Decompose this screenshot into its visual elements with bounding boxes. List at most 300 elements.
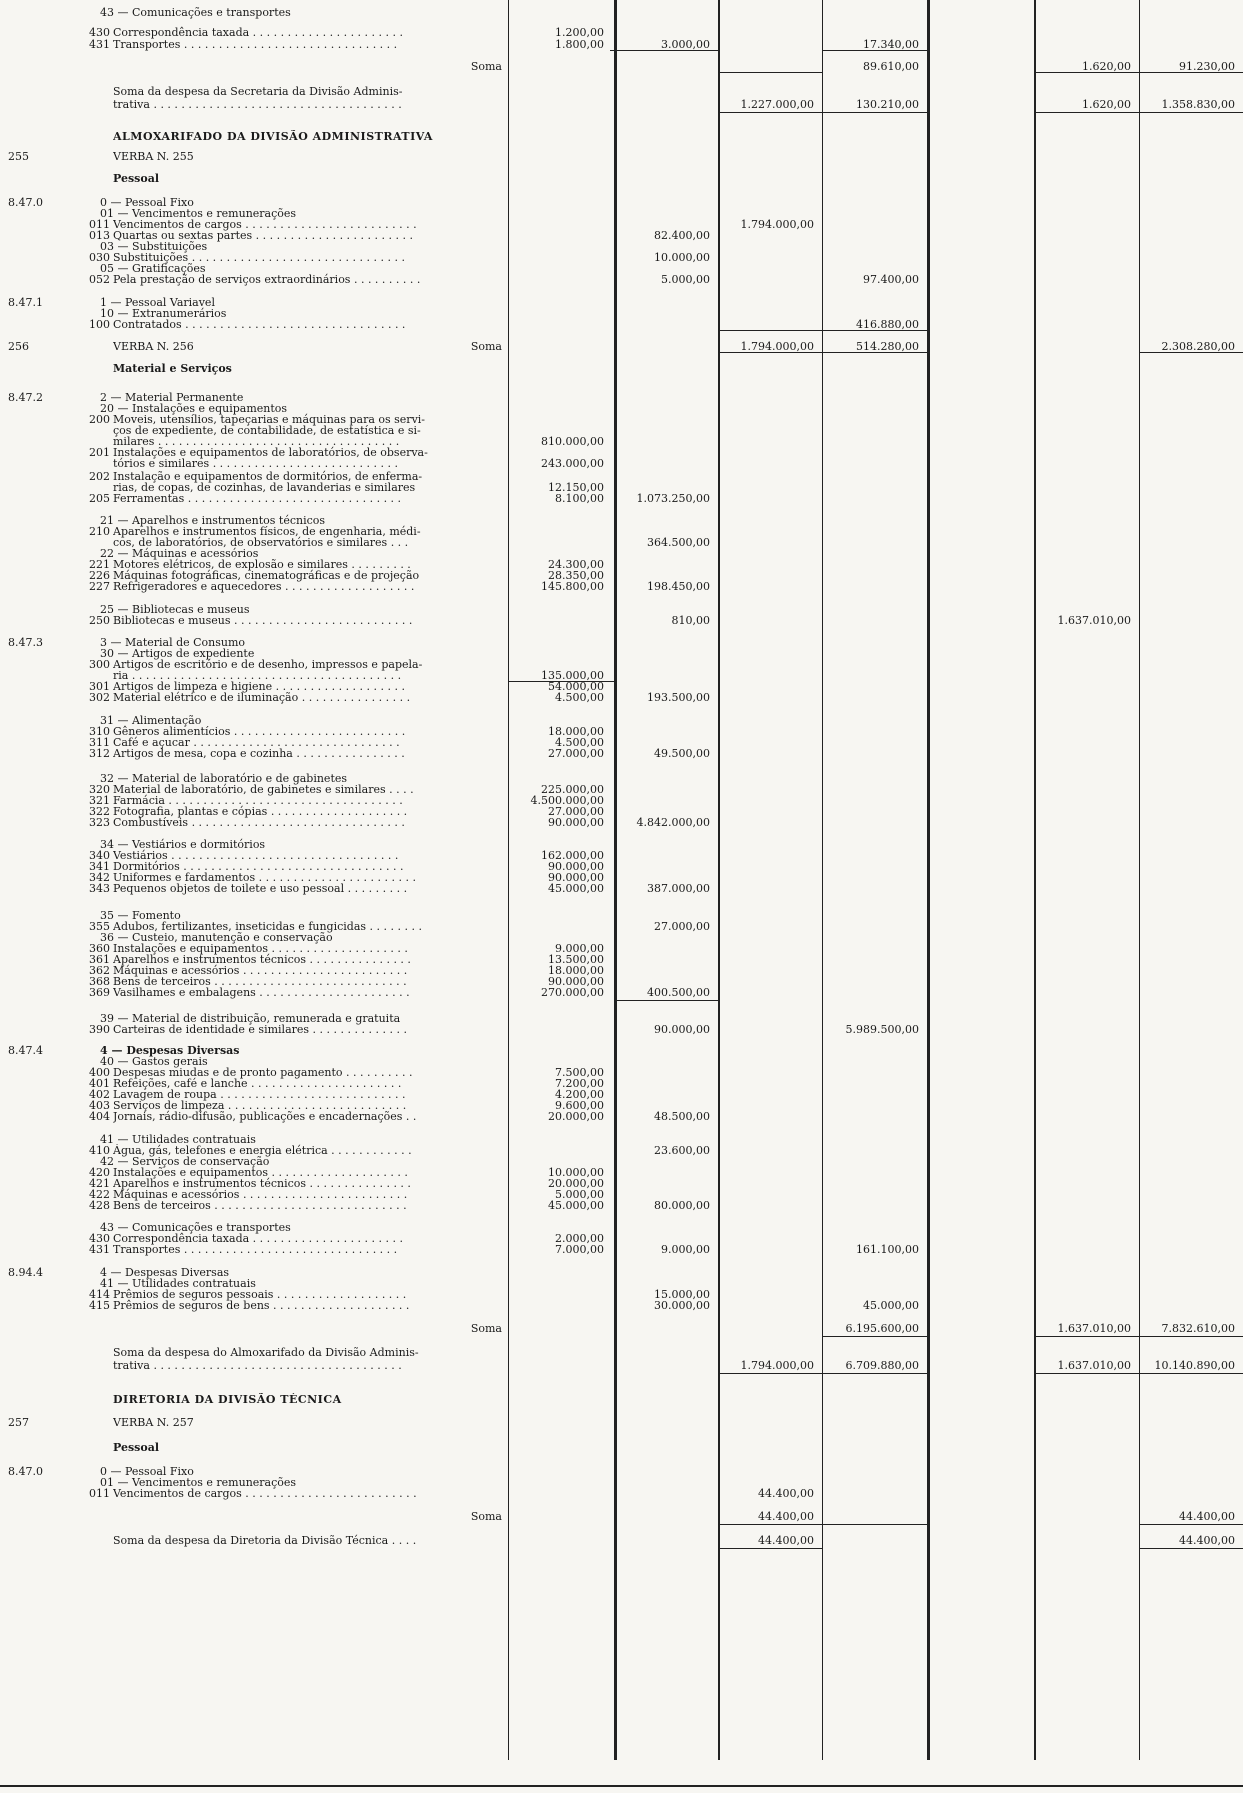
- rule-line: [1139, 112, 1243, 113]
- budget-row: [0, 38, 1243, 51]
- item-description: VERBA N. 256: [113, 340, 194, 353]
- amount-c1: 10.000,00: [548, 1166, 604, 1179]
- item-description: Instalações e equipamentos . . . . . . . . . . . . . . . . . . . .: [113, 942, 408, 955]
- rule-line: [718, 1373, 822, 1374]
- item-description: 25 — Bibliotecas e museus: [100, 603, 250, 616]
- rule-line: [718, 1548, 822, 1549]
- item-code: 431: [89, 1243, 110, 1256]
- item-description: 03 — Substituições: [100, 240, 208, 253]
- budget-row: [0, 1346, 1243, 1359]
- item-description: 40 — Gastos gerais: [100, 1055, 208, 1068]
- amount-c2: 48.500,00: [654, 1110, 710, 1123]
- item-description: 1 — Pessoal Variavel: [100, 296, 215, 309]
- item-code: 302: [89, 691, 110, 704]
- item-code: 421: [89, 1177, 110, 1190]
- budget-row: [0, 1359, 1243, 1372]
- rule-line: [1139, 1336, 1243, 1337]
- item-code: 431: [89, 38, 110, 51]
- item-description: Dormitórios . . . . . . . . . . . . . . . . . . . . . . . . . . . . . . . .: [113, 860, 404, 873]
- amount-c1: 7.000,00: [555, 1243, 604, 1256]
- soma-label: Soma: [470, 1322, 502, 1335]
- amount-c1: 243.000,00: [541, 457, 604, 470]
- amount-c7: 1.358.830,00: [1161, 98, 1235, 111]
- item-description: Aparelhos e instrumentos físicos, de engenharia, médi-: [113, 525, 421, 538]
- item-description: Lavagem de roupa . . . . . . . . . . . . . . . . . . . . . . . . . . .: [113, 1088, 406, 1101]
- item-description: Motores elétricos, de explosão e similares . . . . . . . . .: [113, 558, 411, 571]
- item-description: Fotografia, plantas e cópias . . . . . . . . . . . . . . . . . . . .: [113, 805, 408, 818]
- item-description: Pela prestação de serviços extraordinários . . . . . . . . . .: [113, 273, 421, 286]
- amount-c2: 23.600,00: [654, 1144, 710, 1157]
- item-code: 368: [89, 975, 110, 988]
- amount-c6: 1.637.010,00: [1057, 1359, 1131, 1372]
- amount-c1: 1.200,00: [555, 26, 604, 39]
- item-description: Café e açucar . . . . . . . . . . . . . . . . . . . . . . . . . . . . . .: [113, 736, 400, 749]
- amount-c1: 9.000,00: [555, 942, 604, 955]
- item-description: Bibliotecas e museus . . . . . . . . . . . . . . . . . . . . . . . . . .: [113, 614, 413, 627]
- item-description: Carteiras de identidade e similares . . . . . . . . . . . . . .: [113, 1023, 407, 1036]
- amount-c2: 5.000,00: [661, 273, 710, 286]
- item-description: ços de expediente, de contabilidade, de estatística e si-: [113, 424, 421, 437]
- item-code: 341: [89, 860, 110, 873]
- amount-c1: 162.000,00: [541, 849, 604, 862]
- item-description: 3 — Material de Consumo: [100, 636, 246, 649]
- section-code: 8.47.1: [8, 296, 43, 309]
- amount-c1: 27.000,00: [548, 747, 604, 760]
- amount-c6: 1.637.010,00: [1057, 614, 1131, 627]
- item-description: Pessoal: [113, 1441, 160, 1454]
- item-description: Soma da despesa do Almoxarifado da Divisão Adminis-: [113, 1346, 419, 1359]
- item-description: Moveis, utensílios, tapeçarias e máquinas para os servi-: [113, 413, 426, 426]
- amount-c4: 89.610,00: [863, 60, 919, 73]
- amount-c1: 4.500.000,00: [530, 794, 604, 807]
- amount-c2: 27.000,00: [654, 920, 710, 933]
- item-code: 422: [89, 1188, 110, 1201]
- item-description: Material elétrico e de iluminação . . . . . . . . . . . . . . . .: [113, 691, 411, 704]
- amount-c2: 364.500,00: [647, 536, 710, 549]
- section-heading: ALMOXARIFADO DA DIVISÃO ADMINISTRATIVA: [113, 130, 433, 143]
- item-description: 31 — Alimentação: [100, 714, 202, 727]
- soma-label: Soma: [470, 60, 502, 73]
- amount-c1: 13.500,00: [548, 953, 604, 966]
- amount-c1: 27.000,00: [548, 805, 604, 818]
- budget-row: [0, 150, 1243, 163]
- item-code: 430: [89, 26, 110, 39]
- item-description: Correspondência taxada . . . . . . . . . . . . . . . . . . . . . .: [113, 1232, 404, 1245]
- amount-c7: 44.400,00: [1179, 1510, 1235, 1523]
- item-description: Aparelhos e instrumentos técnicos . . . . . . . . . . . . . . .: [113, 953, 411, 966]
- item-code: 013: [89, 229, 110, 242]
- item-description: Soma da despesa da Secretaria da Divisão Adminis-: [113, 85, 403, 98]
- budget-row: [0, 1243, 1243, 1256]
- item-description: Bens de terceiros . . . . . . . . . . . . . . . . . . . . . . . . . . . .: [113, 1199, 407, 1212]
- amount-c3: 44.400,00: [758, 1487, 814, 1500]
- item-description: Aparelhos e instrumentos técnicos . . . . . . . . . . . . . . .: [113, 1177, 411, 1190]
- item-description: 43 — Comunicações e transportes: [100, 1221, 291, 1234]
- item-code: 221: [89, 558, 110, 571]
- amount-c3: 1.794.000,00: [740, 218, 814, 231]
- amount-c1: 90.000,00: [548, 871, 604, 884]
- item-description: Material e Serviços: [113, 362, 232, 375]
- item-code: 322: [89, 805, 110, 818]
- amount-c4: 45.000,00: [863, 1299, 919, 1312]
- item-code: 403: [89, 1099, 110, 1112]
- item-description: Instalação e equipamentos de dormitórios, de enferma-: [113, 470, 423, 483]
- amount-c1: 90.000,00: [548, 816, 604, 829]
- amount-c1: 18.000,00: [548, 964, 604, 977]
- item-description: Vencimentos de cargos . . . . . . . . . . . . . . . . . . . . . . . . .: [113, 1487, 417, 1500]
- item-description: ria . . . . . . . . . . . . . . . . . . . . . . . . . . . . . . . . . . . . . . .: [113, 669, 402, 682]
- amount-c1: 54.000,00: [548, 680, 604, 693]
- amount-c1: 18.000,00: [548, 725, 604, 738]
- item-code: 210: [89, 525, 110, 538]
- amount-c2: 193.500,00: [647, 691, 710, 704]
- budget-row: [0, 614, 1243, 627]
- amount-c2: 10.000,00: [654, 251, 710, 264]
- amount-c1: 45.000,00: [548, 882, 604, 895]
- amount-c1: 225.000,00: [541, 783, 604, 796]
- section-code: 257: [8, 1416, 29, 1429]
- item-description: Transportes . . . . . . . . . . . . . . . . . . . . . . . . . . . . . . .: [113, 38, 398, 51]
- amount-c3: 44.400,00: [758, 1534, 814, 1547]
- item-code: 430: [89, 1232, 110, 1245]
- item-code: 202: [89, 470, 110, 483]
- rule-line: [718, 112, 822, 113]
- budget-row: [0, 1023, 1243, 1036]
- budget-row: [0, 1199, 1243, 1212]
- item-code: 362: [89, 964, 110, 977]
- item-description: Correspondência taxada . . . . . . . . . . . . . . . . . . . . . .: [113, 26, 404, 39]
- item-description: Quartas ou sextas partes . . . . . . . . . . . . . . . . . . . . . . .: [113, 229, 413, 242]
- rule-line: [1139, 1548, 1243, 1549]
- rule-line: [822, 112, 927, 113]
- section-code: 8.94.4: [8, 1266, 43, 1279]
- budget-row: [0, 1510, 1243, 1523]
- section-code: 256: [8, 340, 29, 353]
- budget-row: [0, 882, 1243, 895]
- budget-row: [0, 691, 1243, 704]
- rule-line: [1034, 1373, 1139, 1374]
- item-description: Despesas miudas e de pronto pagamento . . . . . . . . . .: [113, 1066, 413, 1079]
- item-description: 4 — Despesas Diversas: [100, 1266, 230, 1279]
- amount-c7: 2.308.280,00: [1161, 340, 1235, 353]
- item-description: 35 — Fomento: [100, 909, 181, 922]
- item-description: 42 — Serviços de conservação: [100, 1155, 270, 1168]
- amount-c4: 130.210,00: [856, 98, 919, 111]
- budget-row: [0, 1441, 1243, 1454]
- budget-row: [0, 1393, 1243, 1406]
- budget-row: [0, 1534, 1243, 1547]
- section-code: 8.47.0: [8, 1465, 43, 1478]
- rule-line: [822, 1524, 927, 1525]
- item-description: trativa . . . . . . . . . . . . . . . . . . . . . . . . . . . . . . . . . . . .: [113, 1359, 402, 1372]
- soma-label: Soma: [470, 1510, 502, 1523]
- amount-c4: 416.880,00: [856, 318, 919, 331]
- amount-c1: 7.500,00: [555, 1066, 604, 1079]
- amount-c2: 49.500,00: [654, 747, 710, 760]
- amount-c4: 514.280,00: [856, 340, 919, 353]
- amount-c2: 80.000,00: [654, 1199, 710, 1212]
- amount-c2: 82.400,00: [654, 229, 710, 242]
- item-description: 20 — Instalações e equipamentos: [100, 402, 288, 415]
- rule-line: [822, 1373, 927, 1374]
- amount-c6: 1.637.010,00: [1057, 1322, 1131, 1335]
- budget-row: [0, 457, 1243, 470]
- item-code: 342: [89, 871, 110, 884]
- budget-row: [0, 318, 1243, 331]
- item-description: Substituições . . . . . . . . . . . . . . . . . . . . . . . . . . . . . . .: [113, 251, 405, 264]
- item-description: 4 — Despesas Diversas: [100, 1044, 240, 1057]
- soma-label: Soma: [470, 340, 502, 353]
- item-description: Ferramentas . . . . . . . . . . . . . . . . . . . . . . . . . . . . . . .: [113, 492, 402, 505]
- item-code: 420: [89, 1166, 110, 1179]
- amount-c1: 7.200,00: [555, 1077, 604, 1090]
- budget-row: [0, 85, 1243, 98]
- amount-c6: 1.620,00: [1082, 60, 1131, 73]
- item-code: 323: [89, 816, 110, 829]
- item-description: Pessoal: [113, 172, 160, 185]
- item-code: 200: [89, 413, 110, 426]
- item-code: 100: [89, 318, 110, 331]
- item-description: 05 — Gratificações: [100, 262, 206, 275]
- section-code: 8.47.4: [8, 1044, 43, 1057]
- rule-line: [1034, 112, 1139, 113]
- rule-line: [1034, 1336, 1139, 1337]
- section-code: 8.47.3: [8, 636, 43, 649]
- item-code: 321: [89, 794, 110, 807]
- amount-c1: 24.300,00: [548, 558, 604, 571]
- item-description: 22 — Máquinas e acessórios: [100, 547, 259, 560]
- item-description: Refrigeradores e aquecedores . . . . . . . . . . . . . . . . . . .: [113, 580, 415, 593]
- amount-c3: 44.400,00: [758, 1510, 814, 1523]
- amount-c1: 4.500,00: [555, 691, 604, 704]
- item-code: 401: [89, 1077, 110, 1090]
- item-code: 052: [89, 273, 110, 286]
- item-description: Serviços de limpeza . . . . . . . . . . . . . . . . . . . . . . . . . .: [113, 1099, 407, 1112]
- section-code: 8.47.0: [8, 196, 43, 209]
- budget-row: [0, 172, 1243, 185]
- item-description: 2 — Material Permanente: [100, 391, 244, 404]
- item-code: 428: [89, 1199, 110, 1212]
- item-description: 43 — Comunicações e transportes: [100, 6, 291, 19]
- item-description: 01 — Vencimentos e remunerações: [100, 207, 297, 220]
- item-description: 36 — Custeio, manutenção e conservação: [100, 931, 333, 944]
- item-code: 404: [89, 1110, 110, 1123]
- item-code: 030: [89, 251, 110, 264]
- rule-line: [1139, 1524, 1243, 1525]
- item-code: 301: [89, 680, 110, 693]
- amount-c2: 3.000,00: [661, 38, 710, 51]
- budget-row: [0, 130, 1243, 143]
- amount-c7: 91.230,00: [1179, 60, 1235, 73]
- amount-c1: 90.000,00: [548, 860, 604, 873]
- budget-row: [0, 1299, 1243, 1312]
- item-code: 205: [89, 492, 110, 505]
- section-code: 255: [8, 150, 29, 163]
- amount-c1: 9.600,00: [555, 1099, 604, 1112]
- item-code: 320: [89, 783, 110, 796]
- item-description: Transportes . . . . . . . . . . . . . . . . . . . . . . . . . . . . . . .: [113, 1243, 398, 1256]
- item-code: 011: [89, 218, 110, 231]
- amount-c1: 4.200,00: [555, 1088, 604, 1101]
- section-heading: DIRETORIA DA DIVISÃO TÉCNICA: [113, 1393, 342, 1406]
- section-code: 8.47.2: [8, 391, 43, 404]
- item-description: cos, de laboratórios, de observatórios e similares . . .: [113, 536, 409, 549]
- item-description: 01 — Vencimentos e remunerações: [100, 1476, 297, 1489]
- amount-c1: 28.350,00: [548, 569, 604, 582]
- item-description: Máquinas e acessórios . . . . . . . . . . . . . . . . . . . . . . . .: [113, 964, 408, 977]
- amount-c7: 44.400,00: [1179, 1534, 1235, 1547]
- item-description: 0 — Pessoal Fixo: [100, 1465, 194, 1478]
- amount-c4: 161.100,00: [856, 1243, 919, 1256]
- amount-c1: 145.800,00: [541, 580, 604, 593]
- amount-c1: 20.000,00: [548, 1110, 604, 1123]
- item-description: 41 — Utilidades contratuais: [100, 1277, 256, 1290]
- item-code: 414: [89, 1288, 110, 1301]
- amount-c1: 12.150,00: [548, 481, 604, 494]
- item-description: 39 — Material de distribuição, remunerada e gratuita: [100, 1012, 401, 1025]
- amount-c2: 400.500,00: [647, 986, 710, 999]
- item-code: 360: [89, 942, 110, 955]
- amount-c4: 97.400,00: [863, 273, 919, 286]
- amount-c3: 1.794.000,00: [740, 1359, 814, 1372]
- budget-row: [0, 6, 1243, 19]
- item-description: Vestiários . . . . . . . . . . . . . . . . . . . . . . . . . . . . . . . . .: [113, 849, 399, 862]
- item-code: 201: [89, 446, 110, 459]
- rule-line: [0, 1785, 1243, 1787]
- budget-row: [0, 816, 1243, 829]
- item-code: 250: [89, 614, 110, 627]
- item-code: 227: [89, 580, 110, 593]
- budget-row: [0, 580, 1243, 593]
- item-description: Vasilhames e embalagens . . . . . . . . . . . . . . . . . . . . . .: [113, 986, 410, 999]
- item-description: Soma da despesa da Diretoria da Divisão Técnica . . . .: [113, 1534, 417, 1547]
- amount-c2: 9.000,00: [661, 1243, 710, 1256]
- amount-c1: 90.000,00: [548, 975, 604, 988]
- amount-c1: 810.000,00: [541, 435, 604, 448]
- item-description: Artigos de escritório e de desenho, impressos e papela-: [113, 658, 423, 671]
- amount-c1: 5.000,00: [555, 1188, 604, 1201]
- amount-c2: 1.073.250,00: [636, 492, 710, 505]
- amount-c1: 2.000,00: [555, 1232, 604, 1245]
- item-code: 410: [89, 1144, 110, 1157]
- amount-c2: 198.450,00: [647, 580, 710, 593]
- amount-c1: 135.000,00: [541, 669, 604, 682]
- item-description: Combustíveis . . . . . . . . . . . . . . . . . . . . . . . . . . . . . . .: [113, 816, 405, 829]
- budget-row: [0, 362, 1243, 375]
- item-code: 300: [89, 658, 110, 671]
- item-description: 10 — Extranumerários: [100, 307, 227, 320]
- rule-line: [614, 1000, 718, 1001]
- amount-c4: 6.195.600,00: [845, 1322, 919, 1335]
- item-code: 311: [89, 736, 110, 749]
- budget-row: [0, 340, 1243, 353]
- amount-c1: 20.000,00: [548, 1177, 604, 1190]
- item-description: trativa . . . . . . . . . . . . . . . . . . . . . . . . . . . . . . . . . . . .: [113, 98, 402, 111]
- item-description: Adubos, fertilizantes, inseticidas e fungicidas . . . . . . . .: [113, 920, 422, 933]
- amount-c3: 1.794.000,00: [740, 340, 814, 353]
- item-description: Gêneros alimentícios . . . . . . . . . . . . . . . . . . . . . . . . .: [113, 725, 406, 738]
- item-code: 355: [89, 920, 110, 933]
- amount-c6: 1.620,00: [1082, 98, 1131, 111]
- item-description: 30 — Artigos de expediente: [100, 647, 255, 660]
- item-code: 310: [89, 725, 110, 738]
- item-description: Artigos de mesa, copa e cozinha . . . . . . . . . . . . . . . .: [113, 747, 405, 760]
- item-code: 340: [89, 849, 110, 862]
- item-code: 402: [89, 1088, 110, 1101]
- amount-c2: 4.842.000,00: [636, 816, 710, 829]
- item-code: 312: [89, 747, 110, 760]
- item-code: 369: [89, 986, 110, 999]
- item-code: 226: [89, 569, 110, 582]
- amount-c1: 270.000,00: [541, 986, 604, 999]
- amount-c4: 6.709.880,00: [845, 1359, 919, 1372]
- budget-row: [0, 1110, 1243, 1123]
- item-description: tórios e similares . . . . . . . . . . . . . . . . . . . . . . . . . . .: [113, 457, 399, 470]
- item-code: 011: [89, 1487, 110, 1500]
- item-description: Instalações e equipamentos . . . . . . . . . . . . . . . . . . . .: [113, 1166, 408, 1179]
- rule-line: [1139, 1373, 1243, 1374]
- item-description: 41 — Utilidades contratuais: [100, 1133, 256, 1146]
- item-description: 0 — Pessoal Fixo: [100, 196, 194, 209]
- item-description: VERBA N. 255: [113, 150, 194, 163]
- budget-row: [0, 1487, 1243, 1500]
- item-description: Artigos de limpeza e higiene . . . . . . . . . . . . . . . . . . .: [113, 680, 406, 693]
- item-description: rias, de copas, de cozinhas, de lavanderias e similares: [113, 481, 416, 494]
- item-code: 361: [89, 953, 110, 966]
- amount-c7: 10.140.890,00: [1154, 1359, 1235, 1372]
- amount-c2: 810,00: [671, 614, 710, 627]
- amount-c1: 4.500,00: [555, 736, 604, 749]
- amount-c1: 8.100,00: [555, 492, 604, 505]
- item-description: Água, gás, telefones e energia elétrica . . . . . . . . . . . .: [113, 1144, 412, 1157]
- item-description: Pequenos objetos de toilete e uso pessoal . . . . . . . . .: [113, 882, 408, 895]
- rule-line: [718, 1524, 822, 1525]
- item-description: Máquinas e acessórios . . . . . . . . . . . . . . . . . . . . . . . .: [113, 1188, 408, 1201]
- item-description: VERBA N. 257: [113, 1416, 194, 1429]
- amount-c4: 17.340,00: [863, 38, 919, 51]
- amount-c2: 90.000,00: [654, 1023, 710, 1036]
- item-description: 32 — Material de laboratório e de gabinetes: [100, 772, 348, 785]
- amount-c4: 5.989.500,00: [845, 1023, 919, 1036]
- budget-row: [0, 747, 1243, 760]
- amount-c2: 387.000,00: [647, 882, 710, 895]
- amount-c1: 1.800,00: [555, 38, 604, 51]
- item-code: 390: [89, 1023, 110, 1036]
- amount-c3: 1.227.000,00: [740, 98, 814, 111]
- item-description: milares . . . . . . . . . . . . . . . . . . . . . . . . . . . . . . . . . . .: [113, 435, 400, 448]
- amount-c1: 45.000,00: [548, 1199, 604, 1212]
- item-description: Contratados . . . . . . . . . . . . . . . . . . . . . . . . . . . . . . . .: [113, 318, 406, 331]
- item-description: Farmácia . . . . . . . . . . . . . . . . . . . . . . . . . . . . . . . . . .: [113, 794, 403, 807]
- item-description: Bens de terceiros . . . . . . . . . . . . . . . . . . . . . . . . . . . .: [113, 975, 407, 988]
- budget-row: [0, 986, 1243, 999]
- item-code: 400: [89, 1066, 110, 1079]
- item-description: Prêmios de seguros pessoais . . . . . . . . . . . . . . . . . . .: [113, 1288, 407, 1301]
- item-description: Refeições, café e lanche . . . . . . . . . . . . . . . . . . . . . .: [113, 1077, 402, 1090]
- budget-row: [0, 98, 1243, 111]
- item-description: Instalações e equipamentos de laboratórios, de observa-: [113, 446, 428, 459]
- item-description: 34 — Vestiários e dormitórios: [100, 838, 266, 851]
- amount-c2: 30.000,00: [654, 1299, 710, 1312]
- item-description: Jornais, rádio-difusão, publicações e encadernações . .: [113, 1110, 417, 1123]
- budget-row: [0, 1322, 1243, 1335]
- amount-c2: 15.000,00: [654, 1288, 710, 1301]
- item-description: Vencimentos de cargos . . . . . . . . . . . . . . . . . . . . . . . . .: [113, 218, 417, 231]
- budget-row: [0, 1416, 1243, 1429]
- item-description: 21 — Aparelhos e instrumentos técnicos: [100, 514, 326, 527]
- amount-c7: 7.832.610,00: [1161, 1322, 1235, 1335]
- budget-row: [0, 273, 1243, 286]
